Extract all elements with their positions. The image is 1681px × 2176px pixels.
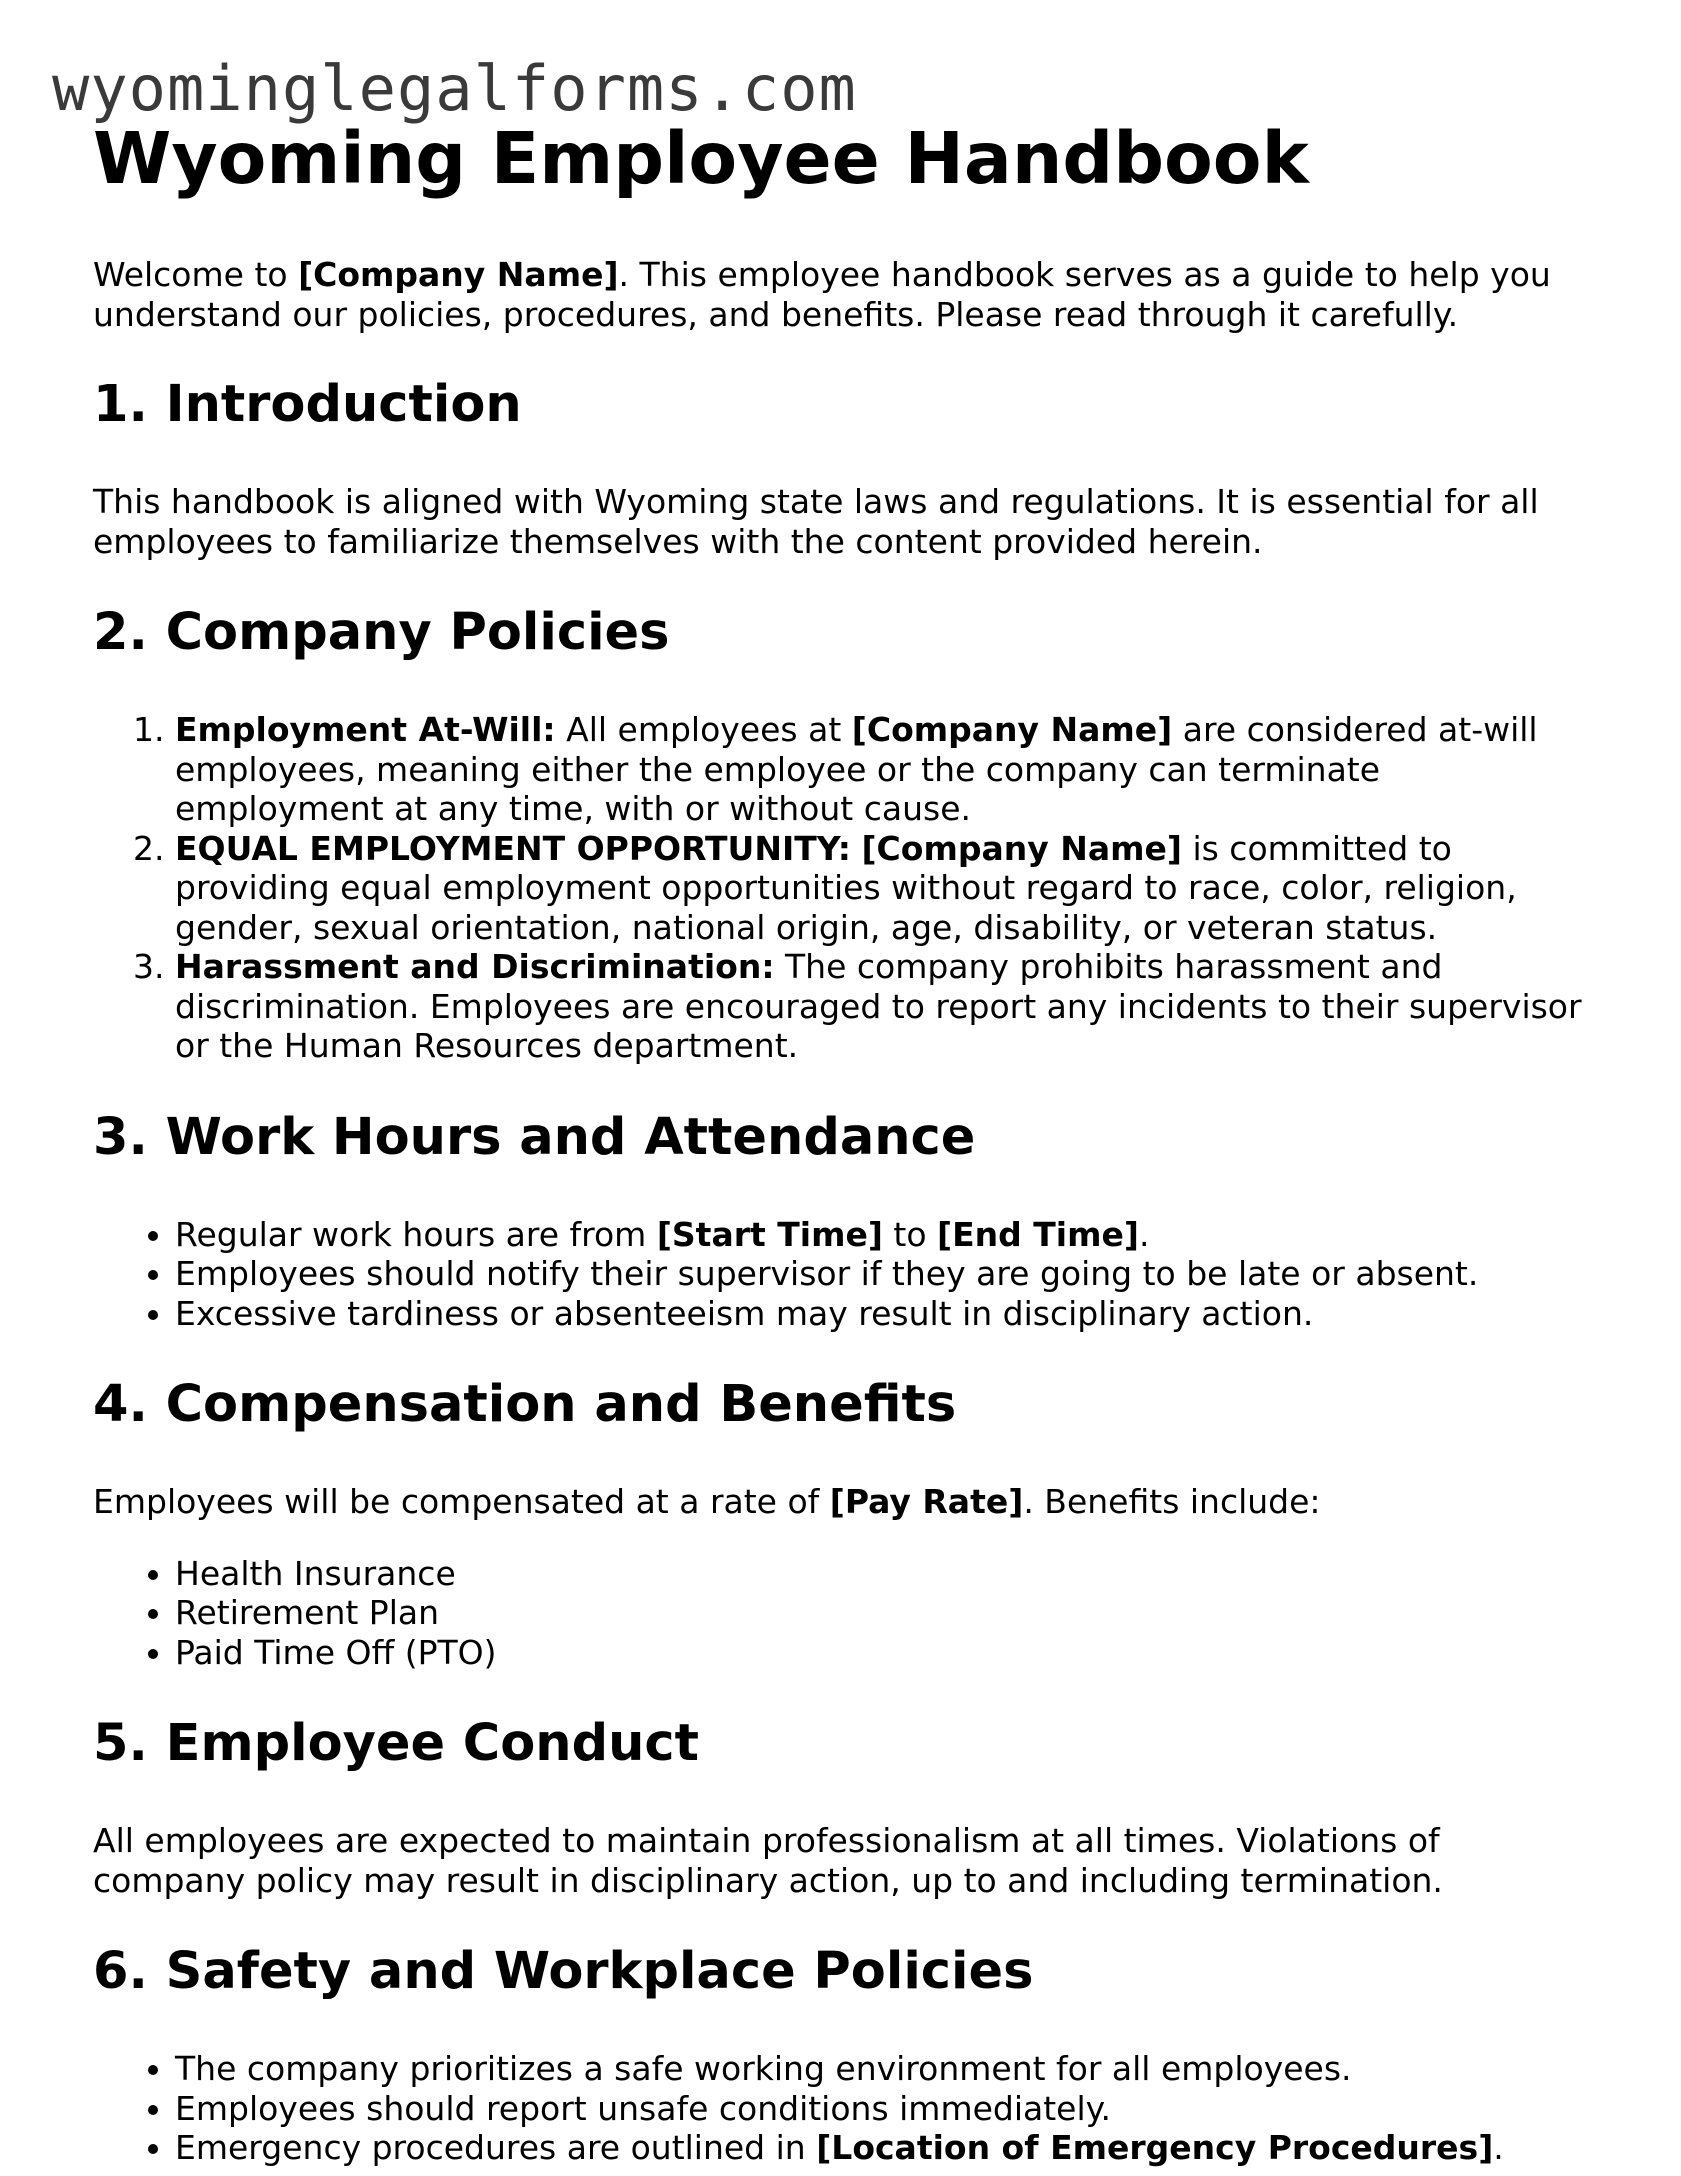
policy-text: All employees at xyxy=(555,710,852,749)
policy-label: EQUAL EMPLOYMENT OPPORTUNITY: xyxy=(175,828,851,868)
welcome-paragraph xyxy=(93,255,1593,334)
pay-rate-placeholder: [Pay Rate] xyxy=(829,1482,1024,1521)
policy-text-rest: are considered at-will employees, meaning either the employee or the company can terminate employment at any time, with or without cause. xyxy=(175,710,1538,828)
policy-item-harassment xyxy=(175,947,1593,1066)
handbook-document xyxy=(93,118,1593,2168)
compensation-paragraph xyxy=(93,1482,1593,1522)
introduction-paragraph: This handbook is aligned with Wyoming state laws and regulations. It is essential for all employees to familiarize themselves with the content provided herein. xyxy=(93,482,1539,561)
section-heading-company-policies: 2. Company Policies xyxy=(93,603,670,662)
section-heading-work-hours: 3. Work Hours and Attendance xyxy=(93,1107,976,1167)
list-item-regular-hours xyxy=(175,1215,1593,1255)
section-heading-introduction: 1. Introduction xyxy=(93,375,522,434)
policy-item-at-will xyxy=(175,710,1593,829)
safety-list xyxy=(93,2049,1593,2168)
emergency-text: Emergency procedures are outlined in xyxy=(175,2128,817,2167)
list-item-safe-environment: • The company prioritizes a safe working environment for all employees. xyxy=(175,2049,1593,2089)
benefit-item: • Health Insurance xyxy=(175,1554,1593,1594)
policy-label: Employment At-Will: xyxy=(175,710,556,749)
site-watermark: wyominglegalforms.com xyxy=(52,52,857,125)
section-heading-safety: 6. Safety and Workplace Policies xyxy=(93,1942,1034,2001)
benefit-item: • Paid Time Off (PTO) xyxy=(175,1633,1593,1673)
hours-text-period: . xyxy=(1138,1214,1150,1254)
list-item-emergency-procedures xyxy=(175,2128,1593,2168)
policy-text-rest: is committed to providing equal employment opportunities without regard to race, color, religion, gender, sexual orientation, national origin, age, disability, or veteran status. xyxy=(175,828,1517,947)
company-policies-list xyxy=(93,710,1593,1066)
start-time-placeholder: [Start Time] xyxy=(656,1214,883,1254)
emergency-text-period: . xyxy=(1493,2128,1504,2167)
list-item-report-unsafe: • Employees should report unsafe conditions immediately. xyxy=(175,2089,1593,2129)
compensation-text: Employees will be compensated at a rate of xyxy=(93,1482,830,1521)
end-time-placeholder: [End Time] xyxy=(937,1214,1139,1254)
hours-text: Regular work hours are from xyxy=(175,1214,657,1254)
policy-label: Harassment and Discrimination: xyxy=(175,947,775,986)
conduct-paragraph: All employees are expected to maintain professionalism at all times. Violations of company policy may result in disciplinary action, up to and including termination. xyxy=(93,1821,1443,1900)
welcome-text: Welcome to xyxy=(93,255,299,294)
company-name-placeholder: [Company Name] xyxy=(861,828,1182,868)
company-name-placeholder: [Company Name] xyxy=(298,255,619,294)
emergency-location-placeholder: [Location of Emergency Procedures] xyxy=(816,2128,1494,2167)
section-heading-compensation: 4. Compensation and Benefits xyxy=(93,1375,957,1434)
benefit-item: • Retirement Plan xyxy=(175,1593,1593,1633)
list-item-notify-supervisor: • Employees should notify their supervisor if they are going to be late or absent. xyxy=(175,1254,1593,1294)
welcome-text-rest: . This employee handbook serves as a guide to help you understand our policies, procedures, and benefits. Please read through it carefully. xyxy=(93,255,1551,334)
company-name-placeholder: [Company Name] xyxy=(851,710,1173,749)
hours-text-to: to xyxy=(882,1214,938,1254)
policy-text-rest: The company prohibits harassment and discrimination. Employees are encouraged to report any incidents to their supervisor or the Human Resources department. xyxy=(175,947,1582,1065)
policy-item-equal-opportunity xyxy=(175,829,1593,948)
section-heading-conduct: 5. Employee Conduct xyxy=(93,1714,699,1773)
list-item-tardiness: • Excessive tardiness or absenteeism may result in disciplinary action. xyxy=(175,1294,1593,1334)
benefits-list xyxy=(93,1554,1593,1673)
work-hours-list xyxy=(93,1215,1593,1334)
document-title: Wyoming Employee Handbook xyxy=(93,117,1309,200)
compensation-text-rest: . Benefits include: xyxy=(1023,1482,1321,1521)
